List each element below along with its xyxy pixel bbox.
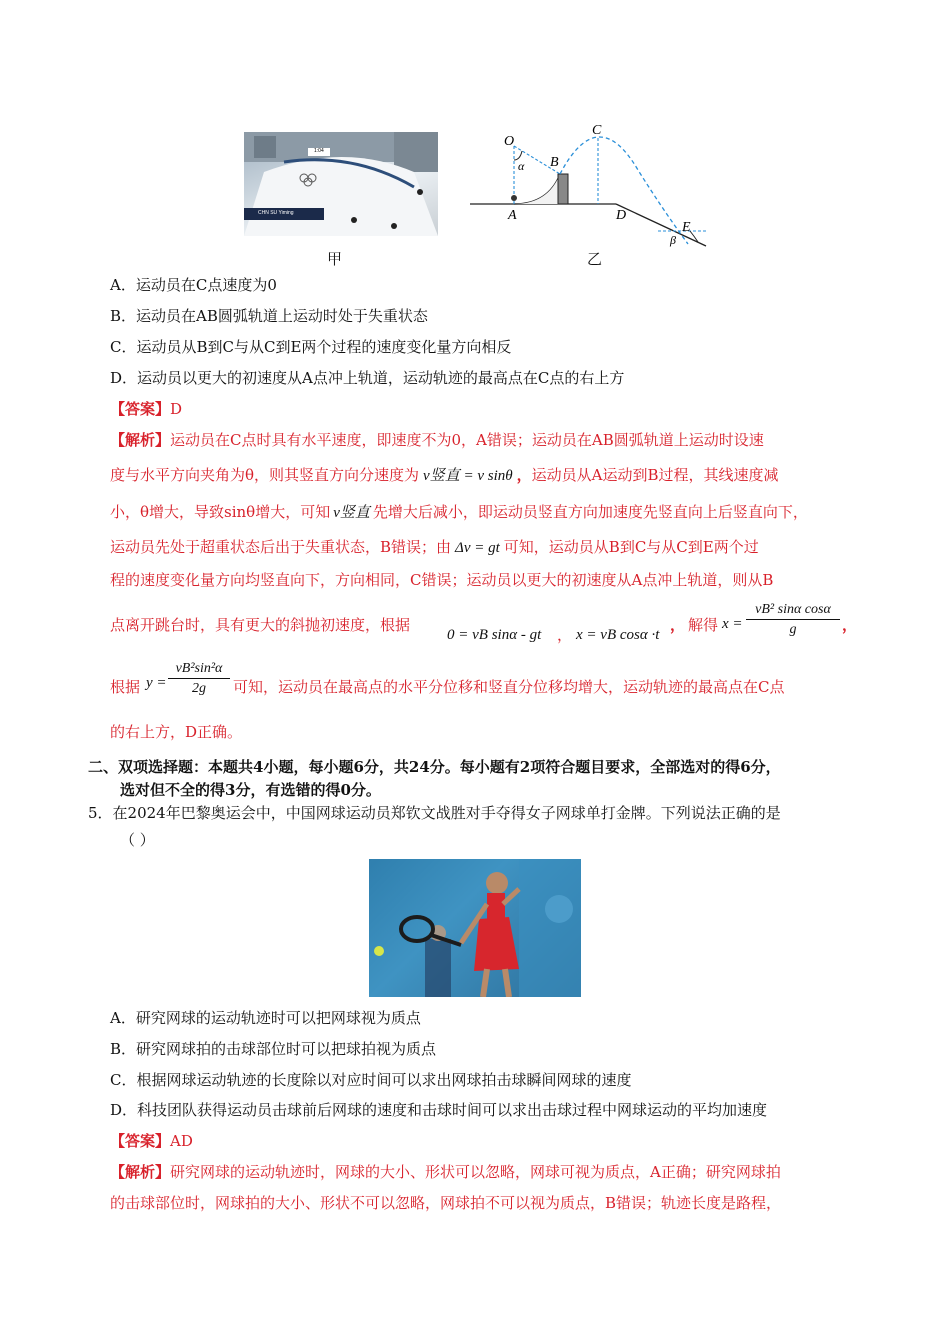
formula-dv: Δv = gt — [455, 540, 500, 556]
formula-eq2: x = vB cosα ·t — [576, 627, 660, 643]
label-B: B — [550, 155, 559, 170]
label-alpha: α — [518, 159, 525, 173]
q5-option-b: B．研究网球拍的击球部位时可以把球拍视为质点 — [110, 1040, 437, 1058]
label-D: D — [616, 208, 627, 223]
formula-x-fraction — [746, 602, 840, 638]
formula-y-fraction — [168, 661, 230, 697]
ski-score-text: CHN SU Yiming — [258, 210, 294, 216]
q4-analysis-line-2: 度与水平方向夹角为θ，则其竖直方向分速度为 v竖直 = v sinθ ，运动员从A运动到B过程，其线速度减 — [110, 466, 779, 484]
label-E: E — [682, 220, 691, 235]
formula-y-lhs: y = — [146, 675, 167, 691]
formula-x-denominator: g — [789, 622, 797, 637]
section2-heading-line-1: 二、双项选择题：本题共4小题，每小题6分，共24分。每小题有2项符合题目要求，全部选对的得6分， — [88, 758, 781, 776]
q5-analysis-line-1: 【解析】研究网球的运动轨迹时，网球的大小、形状可以忽略，网球可视为质点，A正确；研究网球拍 — [110, 1163, 781, 1181]
ski-jump-photo — [244, 132, 438, 236]
formula-v-vertical-short: v竖直 — [333, 505, 370, 521]
skier-icon — [511, 195, 517, 201]
label-O: O — [504, 134, 515, 149]
q4-option-b: B．运动员在AB圆弧轨道上运动时处于失重状态 — [110, 307, 428, 325]
q4-analysis-line-5: 程的速度变化量方向均竖直向下，方向相同，C错误；运动员以更大的初速度从A点冲上轨道，则从B — [110, 571, 774, 589]
figure-caption-left: 甲 — [327, 250, 343, 268]
q4-option-d: D．运动员以更大的初速度从A点冲上轨道，运动轨迹的最高点在C点的右上方 — [110, 369, 625, 387]
q4-analysis-line-4: 运动员先处于超重状态后出于失重状态，B错误；由 Δv = gt 可知，运动员从B到C与从C到E两个过 — [110, 538, 759, 556]
q4-analysis-line-1: 【解析】运动员在C点时具有水平速度，即速度不为0，A错误；运动员在AB圆弧轨道上运动时设速 — [110, 431, 764, 449]
label-A: A — [508, 208, 517, 223]
q5-analysis-line-2: 的击球部位时，网球拍的大小、形状不可以忽略，网球拍不可以视为质点，B错误；轨迹长度是路程， — [110, 1194, 782, 1212]
trajectory-diagram — [468, 118, 718, 250]
label-beta: β — [670, 233, 676, 247]
formula-sep-3: ， — [842, 616, 858, 634]
q5-stem: 5．在2024年巴黎奥运会中，中国网球运动员郑钦文战胜对手夺得女子网球单打金牌。下列说法正确的是 — [88, 804, 781, 822]
formula-eq1: 0 = vB sinα - gt — [447, 627, 542, 643]
formula-sep-2: ， — [670, 616, 686, 634]
q4-analysis-line-8: 的右上方，D正确。 — [110, 723, 243, 741]
label-C: C — [592, 123, 602, 138]
formula-sep-1: ， — [557, 626, 573, 644]
tennis-photo — [369, 859, 581, 997]
q4-analysis-line-3: 小，θ增大，导致sinθ增大，可知 v竖直 先增大后减小，即运动员竖直方向加速度先竖直向上后竖直向下， — [110, 503, 808, 521]
formula-y-numerator: vB²sin²α — [168, 661, 230, 679]
q4-analysis-tail-6: 解得 — [688, 616, 719, 634]
formula-x-lhs: x = — [722, 616, 743, 632]
section2-heading-line-2: 选对但不全的得3分，有选错的得0分。 — [120, 781, 381, 799]
formula-y-denominator: 2g — [192, 681, 206, 696]
formula-x-numerator: vB² sinα cosα — [746, 602, 840, 620]
ski-time-text: 1:04 — [314, 148, 324, 154]
q5-option-a: A．研究网球的运动轨迹时可以把网球视为质点 — [110, 1009, 421, 1027]
figure-caption-right: 乙 — [587, 250, 603, 268]
q4-analysis-line-7: 根据 — [110, 678, 141, 696]
q4-analysis-line-6: 点离开跳台时，具有更大的斜抛初速度，根据 — [110, 616, 411, 634]
q4-answer: 【答案】D — [110, 400, 183, 418]
q4-analysis-tail-7: 可知，运动员在最高点的水平分位移和竖直分位移均增大，运动轨迹的最高点在C点 — [233, 678, 785, 696]
q5-option-d: D．科技团队获得运动员击球前后网球的速度和击球时间可以求出击球过程中网球运动的平均加速度 — [110, 1101, 768, 1119]
q5-option-c: C．根据网球运动轨迹的长度除以对应时间可以求出网球拍击球瞬间网球的速度 — [110, 1071, 632, 1089]
q5-blank: （ ） — [120, 831, 155, 849]
q4-option-a: A．运动员在C点速度为0 — [110, 276, 277, 294]
takeoff-ramp — [558, 174, 568, 204]
formula-v-vertical: v竖直 = v sinθ — [423, 468, 513, 484]
q4-option-c: C．运动员从B到C与从C到E两个过程的速度变化量方向相反 — [110, 338, 512, 356]
q5-answer: 【答案】AD — [110, 1132, 193, 1150]
